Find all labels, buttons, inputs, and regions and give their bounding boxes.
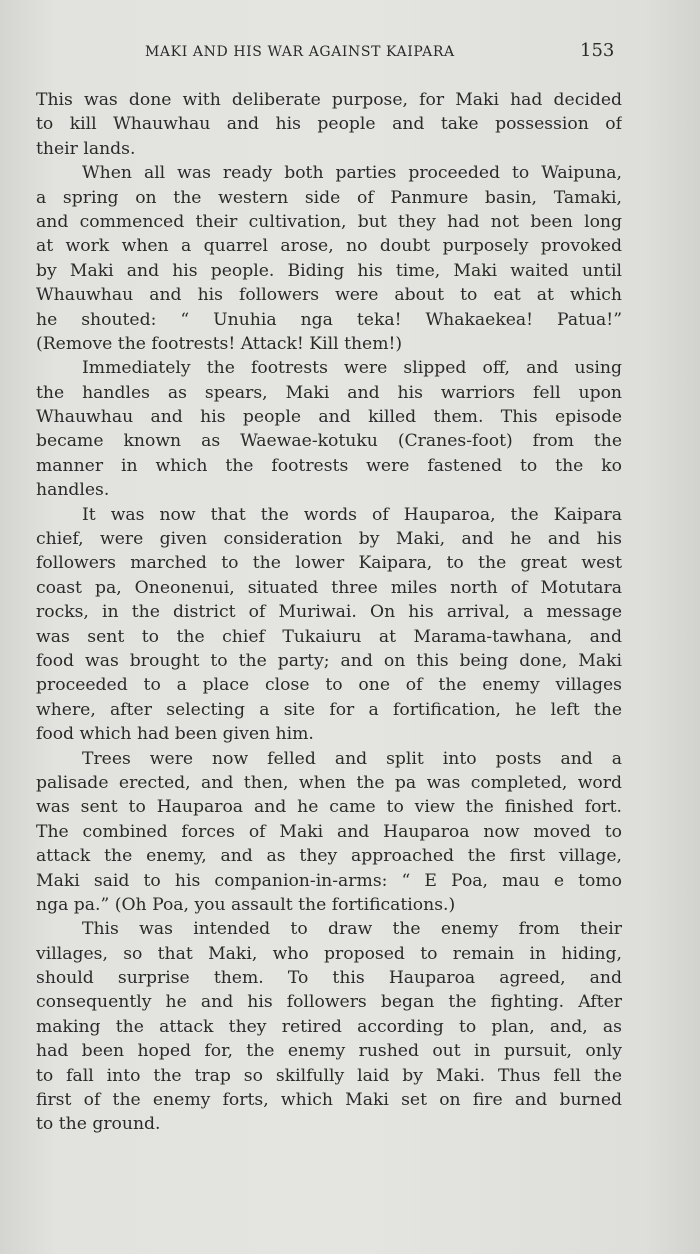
text-line: It was now that the words of Hauparoa, the Kaipara <box>82 504 622 525</box>
text-line: a spring on the western side of Panmure basin, Tamaki, <box>36 187 622 208</box>
text-line: Trees were now felled and split into posts and a <box>82 748 622 769</box>
text-line: had been hoped for, the enemy rushed out in pursuit, only <box>36 1041 622 1062</box>
text-line: was sent to Hauparoa and he came to view the finished fort. <box>36 797 622 818</box>
text-line: Whauwhau and his people and killed them. This episode <box>36 407 622 428</box>
text-line: food which had been given him. <box>36 724 314 745</box>
text-line: proceeded to a place close to one of the enemy villages <box>36 675 622 696</box>
text-line: handles. <box>36 480 110 501</box>
text-line: This was intended to draw the enemy from their <box>82 919 622 940</box>
text-line: When all was ready both parties proceeded to Waipuna, <box>82 163 622 184</box>
text-line: to the ground. <box>36 1114 161 1135</box>
text-line: coast pa, Oneonenui, situated three miles north of Motutara <box>36 577 622 598</box>
text-line: their lands. <box>36 138 136 159</box>
text-line: The combined forces of Maki and Hauparoa now moved to <box>36 821 622 842</box>
text-line: became known as Waewae-kotuku (Cranes-foot) from the <box>36 431 622 452</box>
text-line: at work when a quarrel arose, no doubt purposely provoked <box>36 236 622 257</box>
page-number: 153 <box>580 40 615 61</box>
text-line: first of the enemy forts, which Maki set on fire and burned <box>36 1090 622 1111</box>
text-line: nga pa.” (Oh Poa, you assault the fortifications.) <box>36 894 456 915</box>
text-line: This was done with deliberate purpose, for Maki had decided <box>36 90 622 110</box>
text-line: where, after selecting a site for a fortification, he left the <box>36 699 622 720</box>
text-line: was sent to the chief Tukaiuru at Marama-tawhana, and <box>36 626 622 647</box>
text-line: consequently he and his followers began the fighting. After <box>36 992 622 1013</box>
text-line: followers marched to the lower Kaipara, to the great west <box>36 553 622 574</box>
body-text <box>36 88 622 1137</box>
text-line: Whauwhau and his followers were about to eat at which <box>36 285 622 306</box>
text-line: by Maki and his people. Biding his time, Maki waited until <box>36 260 622 281</box>
text-line: manner in which the footrests were fastened to the ko <box>36 455 622 476</box>
text-line: should surprise them. To this Hauparoa agreed, and <box>36 968 622 989</box>
text-line: Maki said to his companion-in-arms: “ E Poa, mau e tomo <box>36 870 622 891</box>
text-line: to fall into the trap so skilfully laid by Maki. Thus fell the <box>36 1065 622 1086</box>
text-line: food was brought to the party; and on this being done, Maki <box>36 650 622 671</box>
text-line: to kill Whauwhau and his people and take possession of <box>36 114 622 135</box>
text-line: attack the enemy, and as they approached the first village, <box>36 846 622 867</box>
running-head: MAKI AND HIS WAR AGAINST KAIPARA <box>145 44 455 60</box>
text-line: the handles as spears, Maki and his warriors fell upon <box>36 382 622 403</box>
text-line: and commenced their cultivation, but they had not been long <box>36 211 622 232</box>
text-line: chief, were given consideration by Maki, and he and his <box>36 529 622 550</box>
text-line: (Remove the footrests! Attack! Kill them!) <box>36 333 403 354</box>
text-line: making the attack they retired according to plan, and, as <box>36 1016 622 1037</box>
text-line: rocks, in the district of Muriwai. On his arrival, a message <box>36 602 622 623</box>
text-line: palisade erected, and then, when the pa was completed, word <box>36 772 622 793</box>
text-line: villages, so that Maki, who proposed to remain in hiding, <box>36 943 622 964</box>
text-line: Immediately the footrests were slipped off, and using <box>82 358 622 379</box>
text-line: he shouted: “ Unuhia nga teka! Whakaekea! Patua!” <box>36 309 622 330</box>
